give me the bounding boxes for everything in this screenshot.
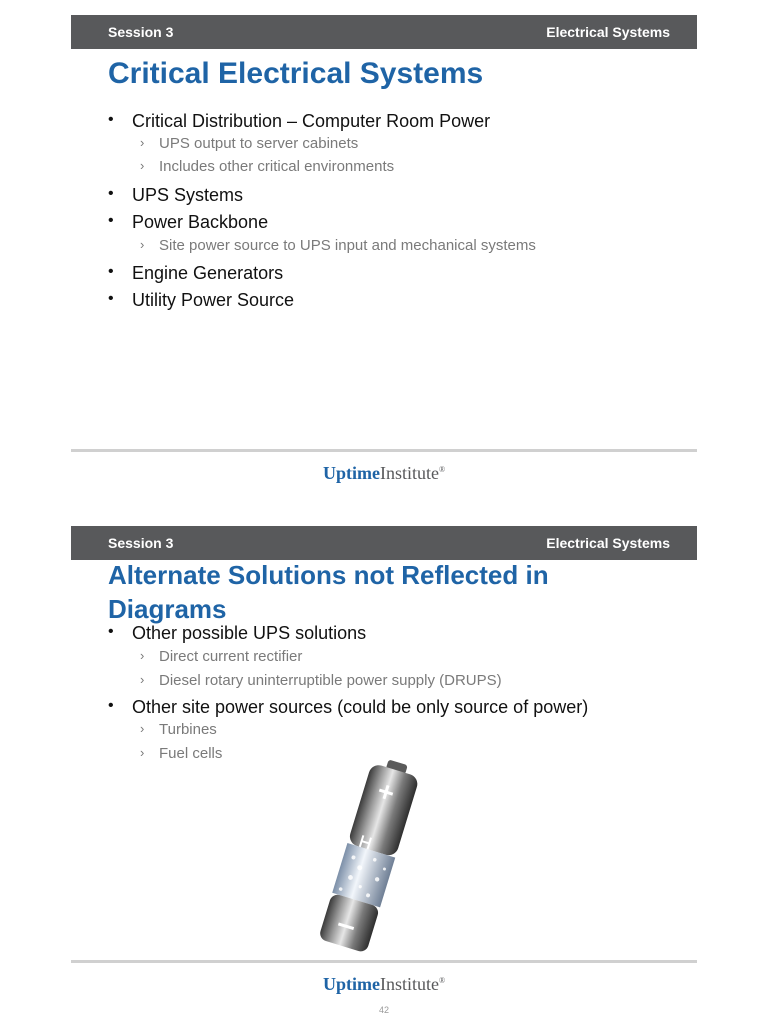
sub-bullet-text: Diesel rotary uninterruptible power supply (DRUPS) <box>159 672 502 689</box>
bullet-text: Critical Distribution – Computer Room Power <box>132 111 491 131</box>
bullet-item <box>108 111 536 135</box>
chevron-right-icon: › <box>140 135 145 150</box>
bullet-item <box>108 212 536 237</box>
bullet-icon: • <box>108 623 114 640</box>
sub-bullet-text: Turbines <box>159 721 217 738</box>
bullet-text: Other possible UPS solutions <box>132 623 367 643</box>
bullet-icon: • <box>108 212 114 229</box>
bullet-item <box>108 623 588 648</box>
logo-word-uptime: Uptime <box>322 463 380 483</box>
bullet-text: Engine Generators <box>132 263 284 283</box>
sub-bullet-text: Direct current rectifier <box>159 648 303 665</box>
chevron-right-icon: › <box>140 672 145 687</box>
section-label: Electrical Systems <box>546 535 670 551</box>
slide-1 <box>71 15 697 495</box>
slide-2 <box>71 526 697 1006</box>
logo-word-institute: Institute <box>379 463 439 483</box>
bullet-icon: • <box>108 263 114 280</box>
bullet-text: UPS Systems <box>132 185 244 205</box>
logo-registered-mark: ® <box>438 976 446 985</box>
chevron-right-icon: › <box>140 745 145 760</box>
sub-bullet-text: Fuel cells <box>159 745 223 762</box>
bullet-icon: • <box>108 185 114 202</box>
session-label: Session 3 <box>108 535 174 551</box>
uptime-institute-logo <box>71 463 697 484</box>
slide-header-bar <box>71 526 697 560</box>
bullet-list <box>108 623 588 769</box>
footer-divider <box>71 960 697 963</box>
logo-word-institute: Institute <box>379 974 439 994</box>
sub-bullet-item <box>108 135 536 158</box>
sub-bullet-text: Includes other critical environments <box>159 158 395 175</box>
slide-title <box>108 558 549 626</box>
battery-body-top <box>347 763 419 858</box>
sub-bullet-text: UPS output to server cabinets <box>159 135 359 152</box>
slide-header-bar <box>71 15 697 49</box>
bullet-icon: • <box>108 697 114 714</box>
uptime-institute-logo <box>71 974 697 995</box>
bullet-list <box>108 111 536 317</box>
chevron-right-icon: › <box>140 158 145 173</box>
logo-word-uptime: Uptime <box>322 974 380 994</box>
sub-bullet-item <box>108 672 588 697</box>
sub-bullet-item <box>108 237 536 263</box>
bullet-icon: • <box>108 111 114 128</box>
bullet-item <box>108 290 536 317</box>
chevron-right-icon: › <box>140 721 145 736</box>
bullet-text: Utility Power Source <box>132 290 295 310</box>
page-number: 42 <box>378 1005 389 1015</box>
bullet-item <box>108 263 536 290</box>
session-label: Session 3 <box>108 24 174 40</box>
footer-divider <box>71 449 697 452</box>
logo-registered-mark: ® <box>438 465 446 474</box>
sub-bullet-item <box>108 721 588 745</box>
fuel-cell-battery-image <box>299 758 439 958</box>
chevron-right-icon: › <box>140 648 145 663</box>
bullet-text: Power Backbone <box>132 212 269 232</box>
slide-title-line-1: Alternate Solutions not Reflected in <box>108 560 549 590</box>
sub-bullet-text: Site power source to UPS input and mechanical systems <box>159 237 536 254</box>
slide-title-line-2: Diagrams <box>108 594 227 624</box>
sub-bullet-item <box>108 648 588 672</box>
bullet-item <box>108 697 588 721</box>
section-label: Electrical Systems <box>546 24 670 40</box>
chevron-right-icon: › <box>140 237 145 252</box>
bullet-item <box>108 185 536 212</box>
bullet-icon: • <box>108 290 114 307</box>
slide-title: Critical Electrical Systems <box>108 57 484 90</box>
bullet-text: Other site power sources (could be only source of power) <box>132 697 589 717</box>
sub-bullet-item <box>108 158 536 185</box>
